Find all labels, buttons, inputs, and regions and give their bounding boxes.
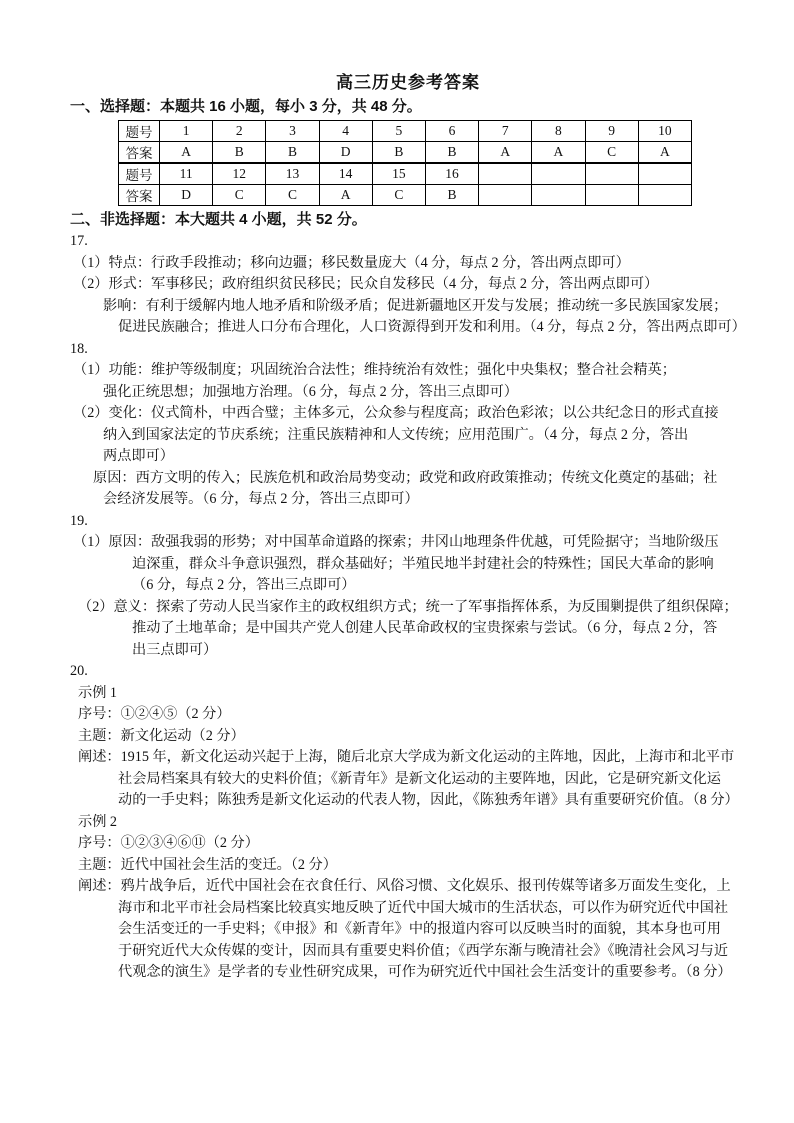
- table-row: [119, 163, 692, 185]
- table-cell: [585, 163, 638, 185]
- section2-header: 二、非选择题：本大题共 4 小题，共 52 分。: [70, 211, 367, 228]
- table-cell: D: [319, 142, 372, 164]
- table-cell: 7: [479, 121, 532, 142]
- row-header-cell: 答案: [119, 185, 160, 206]
- question-number: 19.: [70, 512, 88, 529]
- table-cell: A: [532, 142, 585, 164]
- table-cell: B: [213, 142, 266, 164]
- answer-line: 原因：西方文明的传入；民族危机和政治局势变动；政党和政府政策推动；传统文化奠定的基础；社: [93, 469, 718, 486]
- question-number: 17.: [70, 233, 88, 249]
- question-17-block: [70, 231, 746, 339]
- answer-line: 阐述：鸦片战争后，近代中国社会在衣食任行、风俗习惯、文化娱乐、报刊传媒等诸多万面发生变化，上: [78, 878, 731, 894]
- answer-line: （1）功能：维护等级制度；巩固统治合法性；维持统治有效性；强化中央集权；整合社会精英；: [73, 362, 676, 378]
- table-cell: [479, 163, 532, 185]
- table-cell: A: [160, 142, 213, 164]
- answer-line: 出三点即可）: [132, 641, 218, 658]
- table-cell: B: [425, 185, 478, 206]
- answer-line: 纳入到国家法定的节庆系统；注重民族精神和人文传统；应用范围广。（4 分，每点 2 分，答出: [103, 426, 689, 443]
- table-cell: 14: [319, 163, 372, 185]
- answer-line: 社会局档案具有较大的史料价值；《新青年》是新文化运动的主要阵地，因此，它是研究新文化运: [118, 770, 721, 787]
- table-cell: [532, 163, 585, 185]
- table-cell: 15: [372, 163, 425, 185]
- table-cell: 5: [372, 121, 425, 142]
- table-cell: [638, 163, 691, 185]
- question-18-block: [70, 339, 746, 511]
- answer-line: 强化正统思想；加强地方治理。（6 分，每点 2 分，答出三点即可）: [103, 383, 518, 400]
- table-cell: A: [319, 185, 372, 206]
- row-header-cell: 题号: [119, 121, 160, 142]
- answer-line: （2）意义：探索了劳动人民当家作主的政权组织方式；统一了军事指挥体系，为反围剿提供了组织保障；: [78, 598, 738, 615]
- section1-header: 一、选择题：本题共 16 小题，每小 3 分，共 48 分。: [70, 98, 422, 115]
- table-cell: 10: [638, 121, 691, 142]
- table-cell: 8: [532, 121, 585, 142]
- answer-line: （1）原因：敌强我弱的形势；对中国革命道路的探索；井冈山地理条件优越，可凭险据守；当地阶级压: [73, 534, 719, 550]
- answer-line: 会经济发展等。（6 分，每点 2 分，答出三点即可）: [103, 491, 419, 507]
- answer-line: （2）形式：军事移民；政府组织贫民移民；民众自发移民（4 分，每点 2 分，答出两点即可）: [73, 276, 659, 292]
- table-cell: 16: [425, 163, 478, 185]
- page-title: 高三历史参考答案: [336, 73, 480, 92]
- answer-line: 动的一手史料；陈独秀是新文化运动的代表人物，因此，《陈独秀年谱》具有重要研究价值。（8 分）: [118, 792, 739, 808]
- table-cell: [479, 185, 532, 206]
- answer-line: 阐述：1915 年，新文化运动兴起于上海，随后北京大学成为新文化运动的主阵地，因此，上海市和北平市: [78, 749, 735, 765]
- answer-line: 代观念的演生》是学者的专业性研究成果，可作为研究近代中国社会生活变计的重要参考。（8 分）: [118, 964, 732, 980]
- question-19-block: [70, 511, 746, 662]
- answer-line: 示例 2: [78, 813, 118, 830]
- table-row: [119, 121, 692, 142]
- table-cell: 6: [425, 121, 478, 142]
- answer-line: 主题：近代中国社会生活的变迁。（2 分）: [78, 856, 337, 873]
- row-header-cell: 题号: [119, 163, 160, 185]
- table-cell: 12: [213, 163, 266, 185]
- table-cell: C: [266, 185, 319, 206]
- table-row: [119, 185, 692, 206]
- answer-line: 序号：①②③④⑥⑪（2 分）: [78, 835, 259, 851]
- table-cell: A: [479, 142, 532, 164]
- table-cell: 2: [213, 121, 266, 142]
- answer-line: 会生活变迁的一手史料；《申报》和《新青年》中的报道内容可以反映当时的面貌，其本身也可用: [118, 921, 721, 937]
- row-header-cell: 答案: [119, 142, 160, 164]
- table-cell: A: [638, 142, 691, 164]
- answer-line: 促进民族融合；推进人口分布合理化，人口资源得到开发和利用。（4 分，每点 2 分，答出两点即可）: [118, 319, 746, 335]
- answer-table-body: [119, 121, 692, 206]
- table-cell: C: [372, 185, 425, 206]
- table-cell: 1: [160, 121, 213, 142]
- table-cell: B: [266, 142, 319, 164]
- answer-line: 影响：有利于缓解内地人地矛盾和阶级矛盾；促进新疆地区开发与发展；推动统一多民族国家发展；: [103, 297, 728, 314]
- table-cell: [638, 185, 691, 206]
- table-cell: 3: [266, 121, 319, 142]
- answer-table: [118, 120, 692, 206]
- answer-line: （2）变化：仪式简朴，中西合璧；主体多元，公众参与程度高；政治色彩浓；以公共纪念日的形式直接: [73, 405, 719, 421]
- question-number: 20.: [70, 663, 88, 679]
- table-cell: [585, 185, 638, 206]
- answer-line: 推动了土地革命；是中国共产党人创建人民革命政权的宝贵探索与尝试。（6 分，每点 2 分，答: [132, 620, 718, 636]
- answer-line: 两点即可）: [103, 448, 174, 464]
- table-row: [119, 142, 692, 164]
- table-cell: [532, 185, 585, 206]
- answer-line: 于研究近代大众传媒的变计，因而具有重要史料价值；《西学东渐与晚清社会》《晚清社会风习与近: [118, 942, 729, 959]
- answer-line: （6 分，每点 2 分，答出三点即可）: [132, 577, 356, 593]
- table-cell: 13: [266, 163, 319, 185]
- table-cell: D: [160, 185, 213, 206]
- table-cell: B: [372, 142, 425, 164]
- answer-line: （1）特点：行政手段推动；移向边疆；移民数量庞大（4 分，每点 2 分，答出两点即可）: [73, 254, 630, 271]
- table-cell: 4: [319, 121, 372, 142]
- answer-line: 迫深重，群众斗争意识强烈，群众基础好；半殖民地半封建社会的特殊性；国民大革命的影响: [132, 555, 714, 572]
- table-cell: 9: [585, 121, 638, 142]
- table-cell: C: [213, 185, 266, 206]
- answer-line: 序号：①②④⑤（2 分）: [78, 706, 231, 722]
- answer-line: 主题：新文化运动（2 分）: [78, 727, 245, 744]
- answer-line: 示例 1: [78, 684, 118, 701]
- table-cell: B: [425, 142, 478, 164]
- table-cell: 11: [160, 163, 213, 185]
- answer-line: 海市和北平市社会局档案比较真实地反映了近代中国大城市的生活状态，可以作为研究近代中国社: [118, 899, 729, 916]
- table-cell: C: [585, 142, 638, 164]
- question-number: 18.: [70, 340, 88, 357]
- question-20-block: [70, 661, 746, 984]
